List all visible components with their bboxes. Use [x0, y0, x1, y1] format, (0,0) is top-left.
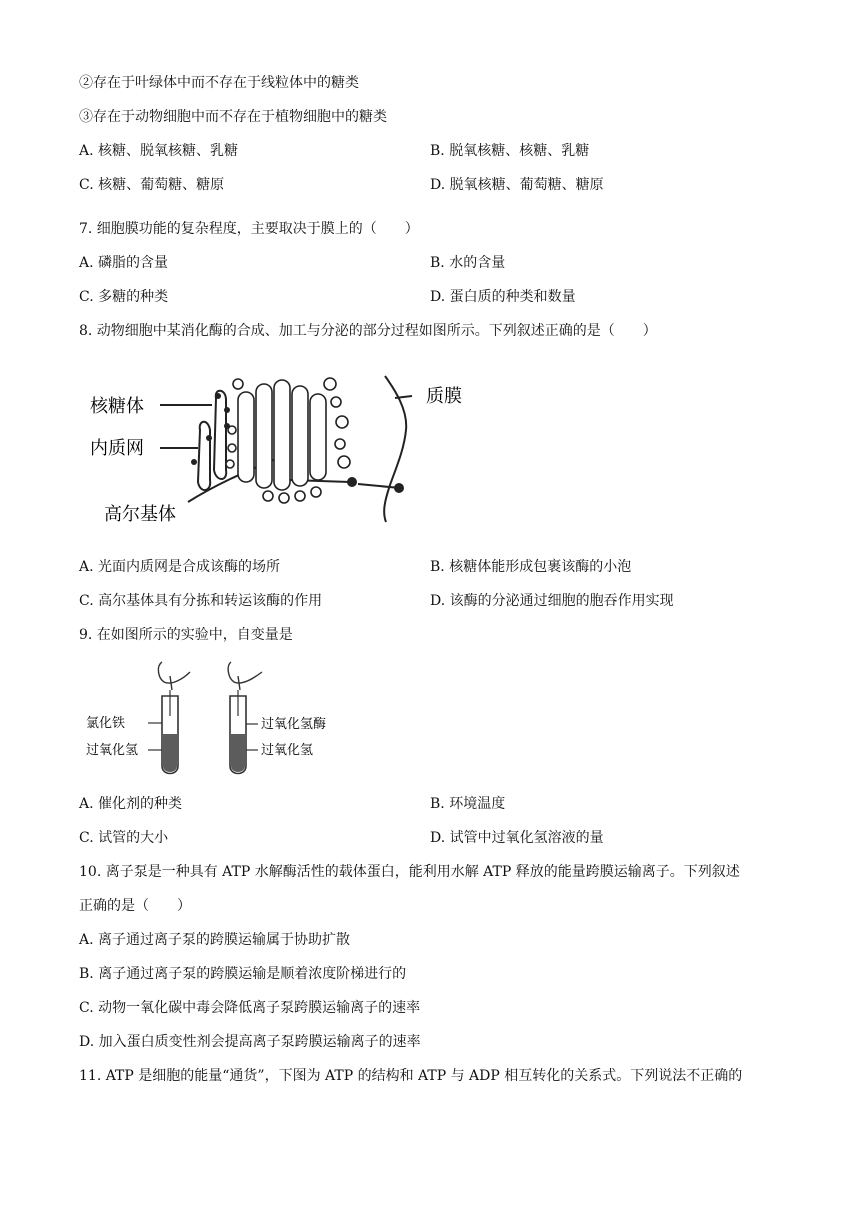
q10-stem-line2: 正确的是（ ） [79, 898, 191, 914]
secretion-diagram [90, 370, 490, 530]
test-tube-diagram [86, 656, 346, 782]
tube1-bottom-label: 过氧化氢 [86, 743, 139, 758]
q6-option-d: D. 脱氧核糖、葡萄糖、糖原 [430, 177, 604, 193]
membrane-label: 质膜 [426, 386, 462, 407]
q7-option-a: A. 磷脂的含量 [79, 255, 169, 271]
q7-option-d: D. 蛋白质的种类和数量 [430, 289, 576, 305]
q7-option-b: B. 水的含量 [430, 255, 506, 271]
q10-option-d: D. 加入蛋白质变性剂会提高离子泵跨膜运输离子的速率 [79, 1034, 421, 1050]
q8-option-d: D. 该酶的分泌通过细胞的胞吞作用实现 [430, 593, 674, 609]
q9-option-a: A. 催化剂的种类 [79, 796, 183, 812]
q10-option-c: C. 动物一氧化碳中毒会降低离子泵跨膜运输离子的速率 [79, 1000, 421, 1016]
q10-option-a: A. 离子通过离子泵的跨膜运输属于协助扩散 [79, 932, 351, 948]
line-item-2: ②存在于叶绿体中而不存在于线粒体中的糖类 [79, 75, 359, 91]
q8-stem: 8. 动物细胞中某消化酶的合成、加工与分泌的部分过程如图所示。下列叙述正确的是（ ） [79, 323, 657, 339]
q6-option-a: A. 核糖、脱氧核糖、乳糖 [79, 143, 239, 159]
q8-option-c: C. 高尔基体具有分拣和转运该酶的作用 [79, 593, 323, 609]
q6-option-c: C. 核糖、葡萄糖、糖原 [79, 177, 225, 193]
tube2-bottom-label: 过氧化氢 [261, 743, 314, 758]
tube1-top-label: 氯化铁 [86, 716, 126, 731]
golgi-label: 高尔基体 [104, 504, 176, 525]
q11-stem: 11. ATP 是细胞的能量“通货”，下图为 ATP 的结构和 ATP 与 ADP 相互转化的关系式。下列说法不正确的 [79, 1068, 743, 1084]
er-label: 内质网 [90, 438, 144, 459]
q8-option-a: A. 光面内质网是合成该酶的场所 [79, 559, 281, 575]
q7-option-c: C. 多糖的种类 [79, 289, 169, 305]
q9-option-d: D. 试管中过氧化氢溶液的量 [430, 830, 604, 846]
q7-stem: 7. 细胞膜功能的复杂程度，主要取决于膜上的（ ） [79, 221, 419, 237]
q6-option-b: B. 脱氧核糖、核糖、乳糖 [430, 143, 590, 159]
q9-stem: 9. 在如图所示的实验中，自变量是 [79, 627, 293, 643]
line-item-3: ③存在于动物细胞中而不存在于植物细胞中的糖类 [79, 109, 387, 125]
tube2-top-label: 过氧化氢酶 [261, 717, 327, 732]
q10-stem-line1: 10. 离子泵是一种具有 ATP 水解酶活性的载体蛋白，能利用水解 ATP 释放的能量跨膜运输离子。下列叙述 [79, 864, 740, 880]
q9-option-b: B. 环境温度 [430, 796, 506, 812]
q8-option-b: B. 核糖体能形成包裹该酶的小泡 [430, 559, 632, 575]
ribosome-label: 核糖体 [90, 396, 144, 417]
q9-option-c: C. 试管的大小 [79, 830, 169, 846]
q10-option-b: B. 离子通过离子泵的跨膜运输是顺着浓度阶梯进行的 [79, 966, 407, 982]
